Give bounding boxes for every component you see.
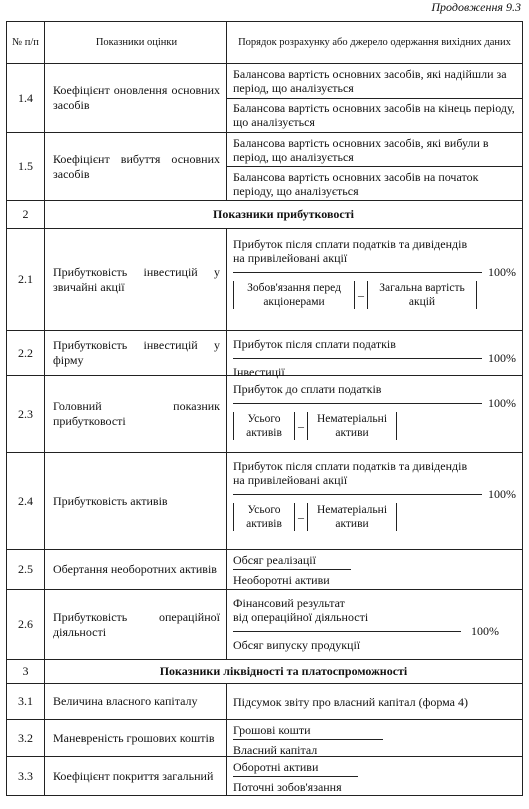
table-row bbox=[7, 590, 522, 660]
row-num: 2.4 bbox=[7, 453, 45, 549]
row-num: 2.5 bbox=[7, 550, 45, 589]
row-name: Коефіцієнт вибуття основних засобів bbox=[45, 133, 227, 200]
table-row: 2.1 Прибутковість інвестицій у звичайні акції Прибуток після сплати податків та дивідендів на привілейовані акції 100% Зобов'язання перед акціонерами – Загальна вартість акцій bbox=[7, 229, 522, 331]
denominator-term: Усього активів bbox=[233, 412, 295, 440]
row-num: 3.1 bbox=[7, 684, 45, 719]
section-title: Показники ліквідності та платоспроможності bbox=[159, 664, 408, 678]
row-name: Головний показник прибутковості bbox=[45, 376, 227, 452]
header-num: № п/п bbox=[7, 22, 45, 63]
row-name: Прибутковість операційної діяльності bbox=[45, 590, 227, 659]
fraction-denominator: Необоротні активи bbox=[233, 573, 330, 587]
fraction-numerator: Балансова вартість основних засобів, які вибули в період, що аналізується bbox=[233, 135, 489, 164]
row-name: Прибутковість інвестицій у фірму bbox=[45, 331, 227, 375]
fraction-denominator: Власний капітал bbox=[233, 743, 318, 757]
indicators-table bbox=[6, 21, 523, 796]
header-method: Порядок розрахунку або джерело одержання вихідних даних bbox=[238, 37, 511, 48]
percent-label: 100% bbox=[488, 487, 516, 501]
section-num: 3 bbox=[7, 660, 45, 683]
percent-label: 100% bbox=[471, 624, 499, 638]
fraction-numerator: Грошові кошти bbox=[233, 723, 383, 740]
row-num: 2.6 bbox=[7, 590, 45, 659]
fraction-numerator: Прибуток після сплати податків bbox=[233, 337, 396, 351]
fraction-numerator: Прибуток після сплати податків та дивідендів на привілейовані акції bbox=[233, 459, 468, 487]
row-name: Маневреність грошових коштів bbox=[45, 720, 227, 756]
source-text: Підсумок звіту про власний капітал (форма 4) bbox=[233, 694, 469, 709]
fraction-denominator: Балансова вартість основних засобів на початок періоду, що аналізується bbox=[227, 166, 522, 200]
table-row: 2.3 Головний показник прибутковості Прибуток до сплати податків 100% Усього активів – Нематеріальні активи bbox=[7, 376, 522, 453]
table-row bbox=[7, 684, 522, 720]
fraction-numerator: Прибуток після сплати податків та дивідендів на привілейовані акції bbox=[233, 237, 468, 265]
denominator-term: Загальна вартість акцій bbox=[367, 281, 477, 309]
row-num: 1.5 bbox=[7, 133, 45, 200]
fraction-numerator: Балансова вартість основних засобів, які надійшли за період, що аналізується bbox=[233, 66, 507, 95]
table-row bbox=[7, 64, 522, 133]
table-row bbox=[7, 133, 522, 201]
continuation-label: Продовження 9.3 bbox=[431, 0, 521, 14]
fraction-denominator: Обсяг випуску продукції bbox=[233, 638, 361, 652]
row-name: Коефіцієнт покриття загальний bbox=[45, 757, 227, 795]
section-title: Показники прибутковості bbox=[213, 207, 354, 221]
row-name: Коефіцієнт оновлення основних засобів bbox=[45, 64, 227, 132]
row-num: 2.3 bbox=[7, 376, 45, 452]
table-row bbox=[7, 720, 522, 757]
row-num: 3.2 bbox=[7, 720, 45, 756]
section-row bbox=[7, 201, 522, 229]
fraction-denominator: Інвестиції bbox=[233, 365, 285, 379]
denominator-term: Усього активів bbox=[233, 503, 295, 531]
fraction-numerator: Обсяг реалізації bbox=[233, 553, 351, 570]
denominator-term: Зобов'язання перед акціонерами bbox=[233, 281, 355, 309]
percent-label: 100% bbox=[488, 396, 516, 410]
row-num: 2.1 bbox=[7, 229, 45, 330]
row-name: Прибутковість активів bbox=[45, 453, 227, 549]
fraction-numerator: Фінансовий результат bbox=[233, 596, 345, 610]
fraction-denominator: Балансова вартість основних засобів на кінець періоду, що аналізується bbox=[227, 98, 522, 133]
row-num: 3.3 bbox=[7, 757, 45, 795]
row-num: 1.4 bbox=[7, 64, 45, 132]
fraction-numerator: Оборотні активи bbox=[233, 760, 358, 777]
row-name: Обертання необоротних активів bbox=[45, 550, 227, 589]
table-header bbox=[7, 22, 522, 64]
fraction-numerator: Прибуток до сплати податків bbox=[233, 382, 382, 396]
percent-label: 100% bbox=[488, 351, 516, 365]
percent-label: 100% bbox=[488, 265, 516, 279]
row-name: Величина власного капіталу bbox=[45, 684, 227, 719]
fraction-denominator: Поточні зобов'язання bbox=[233, 780, 342, 794]
fraction-numerator-line2: від операційної діяльності bbox=[233, 610, 369, 624]
section-row bbox=[7, 660, 522, 684]
denominator-term: Нематеріальні активи bbox=[307, 412, 397, 440]
denominator-term: Нематеріальні активи bbox=[307, 503, 397, 531]
table-row bbox=[7, 550, 522, 590]
table-row: 2.4 Прибутковість активів Прибуток після сплати податків та дивідендів на привілейовані акції 100% Усього активів – Нематеріальні активи bbox=[7, 453, 522, 550]
row-num: 2.2 bbox=[7, 331, 45, 375]
table-row bbox=[7, 757, 522, 795]
header-name: Показники оцінки bbox=[45, 22, 227, 63]
table-row bbox=[7, 331, 522, 379]
row-name: Прибутковість інвестицій у звичайні акції bbox=[45, 229, 227, 330]
section-num: 2 bbox=[7, 201, 45, 228]
